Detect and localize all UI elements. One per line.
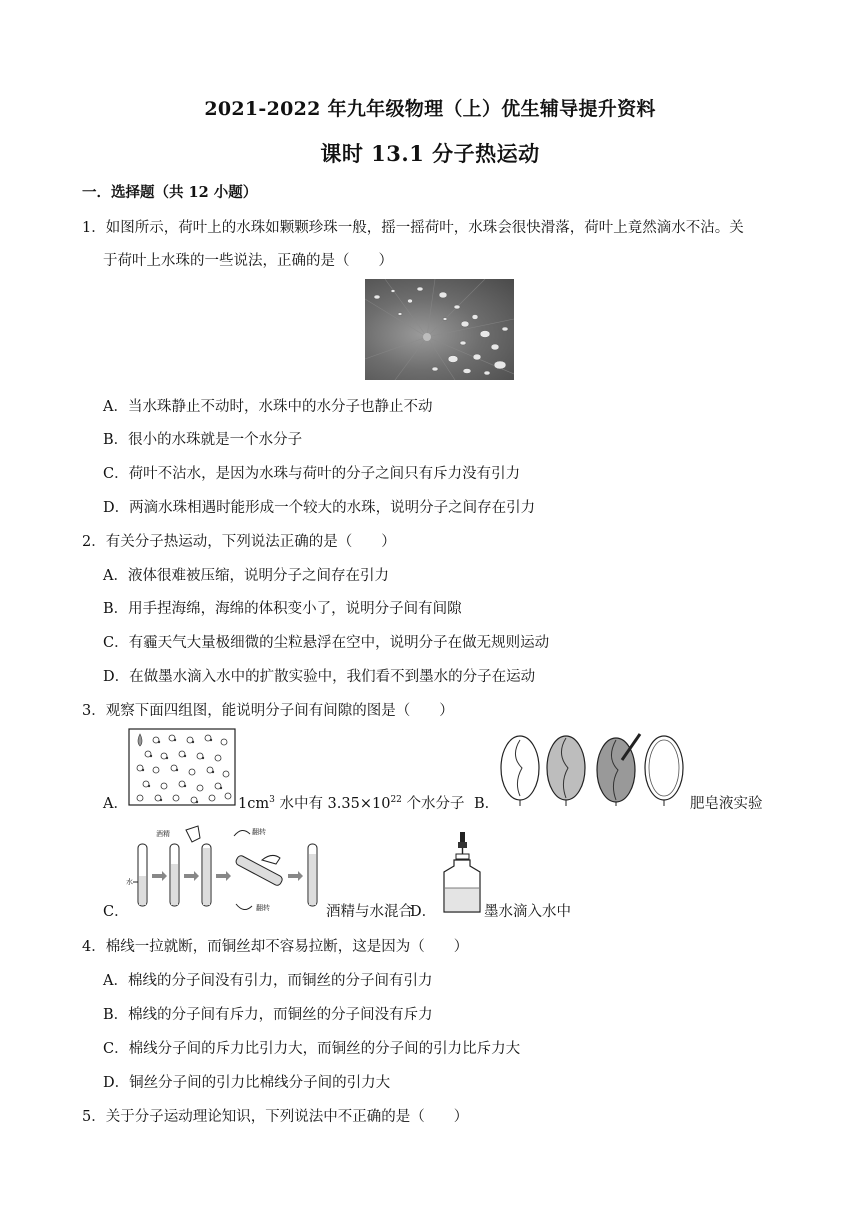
question-5-stem: 5．关于分子运动理论知识，下列说法中不正确的是（ ） <box>82 1109 469 1125</box>
question-1-option-c[interactable]: C．荷叶不沾水，是因为水珠与荷叶的分子之间只有斥力没有引力 <box>103 466 521 482</box>
question-3-option-b-text: 肥皂液实验 <box>690 796 763 812</box>
question-3-option-d-text: 墨水滴入水中 <box>484 904 571 920</box>
flip-label-top: 翻转 <box>252 828 266 836</box>
question-3-option-a-label[interactable]: A． <box>103 796 128 812</box>
ink-drop-figure <box>440 830 484 918</box>
question-3-option-b-label[interactable]: B． <box>474 796 500 812</box>
question-3-stem: 3．观察下面四组图，能说明分子间有间隙的图是（ ） <box>82 703 454 719</box>
question-3-option-a-text: $1cm^3$ 水中有 $3.35\times 10^{22}$ 个水分子 <box>238 795 465 812</box>
question-3-option-c-text: 酒精与水混合 <box>326 904 413 920</box>
question-2-option-d[interactable]: D．在做墨水滴入水中的扩散实验中，我们看不到墨水的分子在运动 <box>103 669 536 685</box>
water-label: 水 <box>126 878 133 886</box>
soap-film-figure <box>496 732 688 810</box>
question-2-stem: 2．有关分子热运动，下列说法正确的是（ ） <box>82 534 396 550</box>
question-4-option-d[interactable]: D．铜丝分子间的引力比棉线分子间的引力大 <box>103 1075 391 1091</box>
section-heading: 一．选择题（共 12 小题） <box>82 184 258 201</box>
question-2-option-c[interactable]: C．有霾天气大量极细微的尘粒悬浮在空中，说明分子在做无规则运动 <box>103 635 550 651</box>
question-4-stem: 4．棉线一拉就断，而铜丝却不容易拉断，这是因为（ ） <box>82 939 469 955</box>
page-subtitle: 课时 13.1 分子热运动 <box>320 141 540 166</box>
question-2-option-b[interactable]: B．用手捏海绵，海绵的体积变小了，说明分子间有间隙 <box>103 601 462 617</box>
question-1-stem-line1: 1．如图所示，荷叶上的水珠如颗颗珍珠一般，摇一摇荷叶，水珠会很快滑落，荷叶上竟然滴水不沾。关 <box>82 220 744 236</box>
question-4-option-b[interactable]: B．棉线的分子间有斥力，而铜丝的分子间没有斥力 <box>103 1007 433 1023</box>
question-1-stem-line2: 于荷叶上水珠的一些说法，正确的是（ ） <box>103 253 393 269</box>
alcohol-water-figure <box>124 824 324 918</box>
question-1-option-b[interactable]: B．很小的水珠就是一个水分子 <box>103 432 303 448</box>
alcohol-label: 酒精 <box>156 830 170 838</box>
question-1-option-d[interactable]: D．两滴水珠相遇时能形成一个较大的水珠，说明分子之间存在引力 <box>103 500 536 516</box>
molecules-figure <box>128 728 236 810</box>
lotus-leaf-photo <box>365 279 514 380</box>
question-1-option-a[interactable]: A．当水珠静止不动时，水珠中的水分子也静止不动 <box>103 399 433 415</box>
question-4-option-a[interactable]: A．棉线的分子间没有引力，而铜丝的分子间有引力 <box>103 973 433 989</box>
question-3-option-d-label[interactable]: D． <box>410 904 437 920</box>
question-2-option-a[interactable]: A．液体很难被压缩，说明分子之间存在引力 <box>103 568 389 584</box>
flip-label-bottom: 翻转 <box>256 904 270 912</box>
question-3-option-c-label[interactable]: C． <box>103 904 129 920</box>
page-title: 2021-2022 年九年级物理（上）优生辅导提升资料 <box>204 98 656 120</box>
question-4-option-c[interactable]: C．棉线分子间的斥力比引力大，而铜丝的分子间的引力比斥力大 <box>103 1041 521 1057</box>
